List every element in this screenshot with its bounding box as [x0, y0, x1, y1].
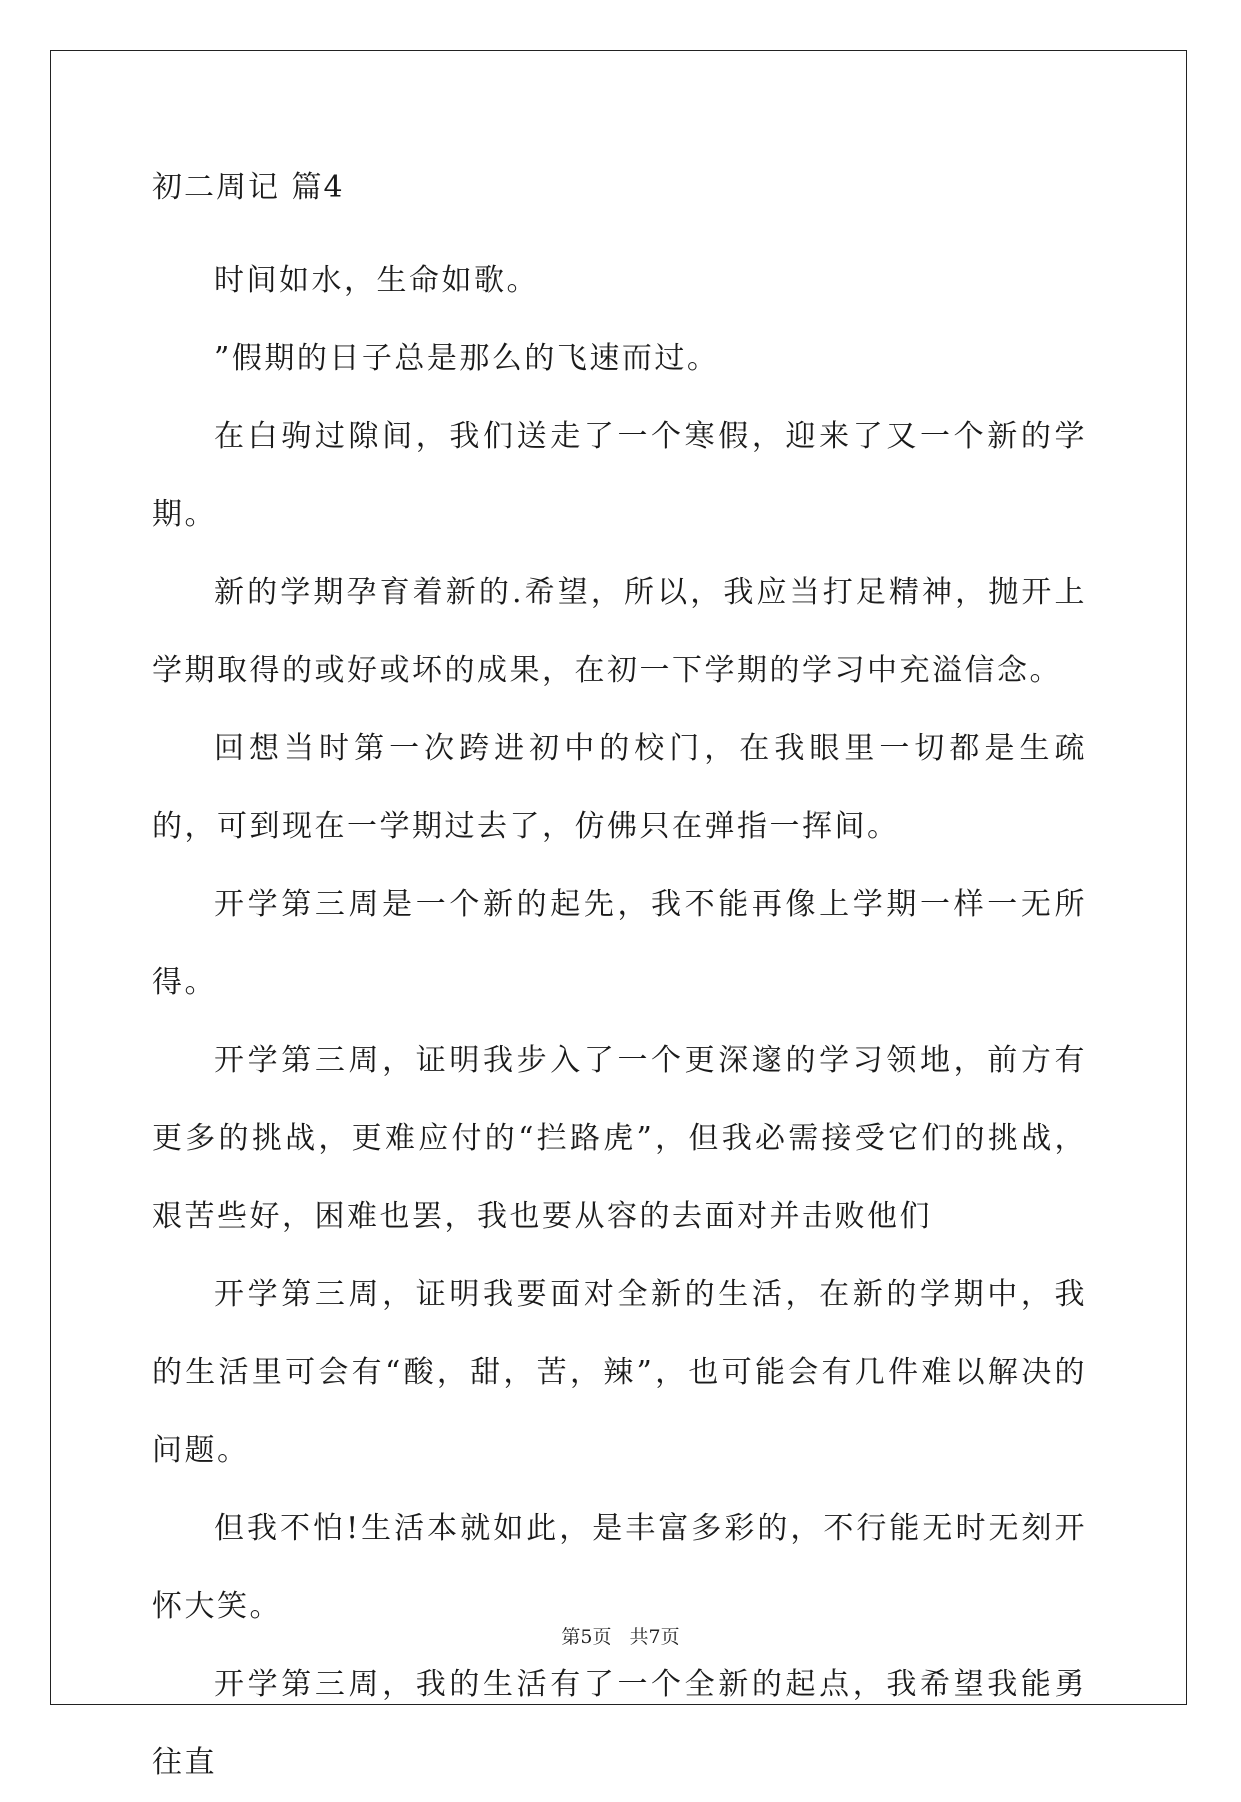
document-title: 初二周记 篇4	[152, 170, 345, 205]
paragraph: ”假期的日子总是那么的飞速而过。	[214, 341, 720, 376]
page-number: 第5页	[561, 1626, 612, 1648]
paragraph: 在白驹过隙间，我们送走了一个寒假，迎来了又一个新的学期。	[152, 419, 1087, 532]
document-body	[152, 163, 1087, 1802]
paragraph: 回想当时第一次跨进初中的校门，在我眼里一切都是生疏的，可到现在一学期过去了，仿佛只在弹指一挥间。	[152, 731, 1087, 844]
page-footer	[0, 1622, 1241, 1649]
paragraph: 开学第三周，证明我要面对全新的生活，在新的学期中，我的生活里可会有“酸，甜，苦，辣”，也可能会有几件难以解决的问题。	[152, 1277, 1087, 1468]
paragraph: 开学第三周，证明我步入了一个更深邃的学习领地，前方有更多的挑战，更难应付的“拦路虎”，但我必需接受它们的挑战，艰苦些好，困难也罢，我也要从容的去面对并击败他们	[152, 1043, 1087, 1234]
paragraph: 新的学期孕育着新的.希望，所以，我应当打足精神，抛开上学期取得的或好或坏的成果，在初一下学期的学习中充溢信念。	[152, 575, 1087, 688]
paragraph: 但我不怕!生活本就如此，是丰富多彩的，不行能无时无刻开怀大笑。	[152, 1511, 1087, 1624]
paragraph: 开学第三周，我的生活有了一个全新的起点，我希望我能勇往直	[152, 1667, 1087, 1780]
paragraph: 时间如水，生命如歌。	[214, 263, 539, 298]
page-count: 共7页	[629, 1626, 680, 1648]
paragraph: 开学第三周是一个新的起先，我不能再像上学期一样一无所得。	[152, 887, 1087, 1000]
